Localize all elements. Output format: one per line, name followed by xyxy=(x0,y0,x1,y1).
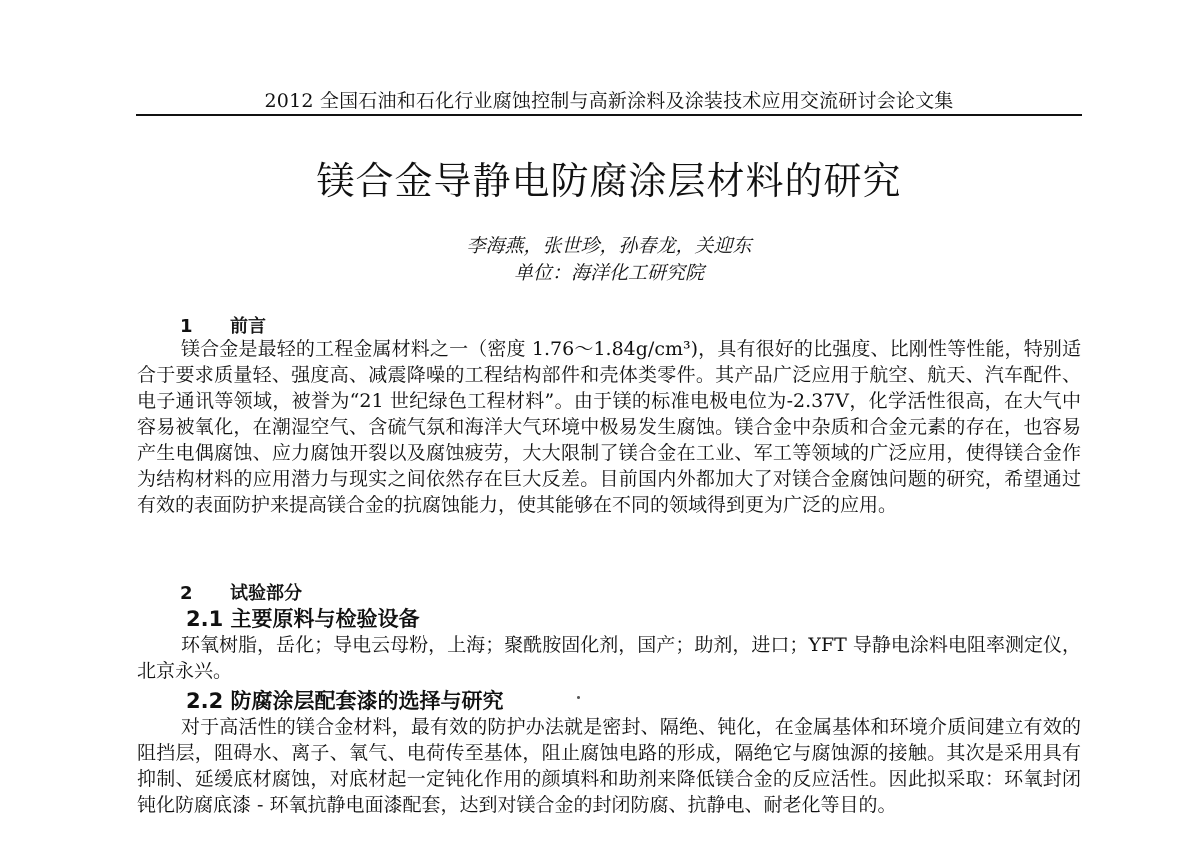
subsection-2-1-paragraph xyxy=(137,632,1081,684)
section-number: 1 xyxy=(180,316,193,337)
affiliation: 单位：海洋化工研究院 xyxy=(513,262,704,284)
subsection-heading-2-1: 2.1 主要原料与检验设备 xyxy=(186,607,420,631)
header-rule xyxy=(136,114,1082,116)
author-list: 李海燕，张世珍，孙春龙，关迎东 xyxy=(466,235,752,257)
section-heading-2 xyxy=(180,579,302,605)
scan-speck xyxy=(577,696,580,699)
subsection-2-2-paragraph xyxy=(137,714,1081,818)
section-title: 前言 xyxy=(230,316,266,337)
section-title: 试验部分 xyxy=(230,583,302,604)
subsection-heading-2-2: 2.2 防腐涂层配套漆的选择与研究 xyxy=(186,689,504,713)
section-1-paragraph xyxy=(137,336,1081,518)
paragraph-text: 环氧树脂，岳化；导电云母粉，上海；聚酰胺固化剂，国产；助剂，进口；YFT 导静电涂料电阻率测定仪，北京永兴。 xyxy=(137,634,1081,682)
paper-title: 镁合金导静电防腐涂层材料的研究 xyxy=(316,159,902,203)
running-header: 2012 全国石油和石化行业腐蚀控制与高新涂料及涂装技术应用交流研讨会论文集 xyxy=(264,90,954,112)
paragraph-text: 对于高活性的镁合金材料，最有效的防护办法就是密封、隔绝、钝化，在金属基体和环境介质间建立有效的阻挡层，阻碍水、离子、氧气、电荷传至基体，阻止腐蚀电路的形成，隔绝它与腐蚀源的接触。其次是采用具有抑制、延缓底材腐蚀，对底材起一定钝化作用的颜填料和助剂来降低镁合金的反应活性。因此拟采取：环氧封闭钝化防腐底漆 - 环氧抗静电面漆配套，达到对镁合金的封闭防腐、抗静电、耐老化等目的。 xyxy=(137,716,1081,816)
paragraph-text: 镁合金是最轻的工程金属材料之一（密度 1.76～1.84g/cm³)，具有很好的比强度、比刚性等性能，特别适合于要求质量轻、强度高、减震降噪的工程结构部件和壳体类零件。其产品广泛应用于航空、航天、汽车配件、电子通讯等领域，被誉为“21 世纪绿色工程材料”。由于镁的标准电极电位为-2.37V，化学活性很高，在大气中容易被氧化，在潮湿空气、含硫气氛和海洋大气环境中极易发生腐蚀。镁合金中杂质和合金元素的存在，也容易产生电偶腐蚀、应力腐蚀开裂以及腐蚀疲劳，大大限制了镁合金在工业、军工等领域的广泛应用，使得镁合金作为结构材料的应用潜力与现实之间依然存在巨大反差。目前国内外都加大了对镁合金腐蚀问题的研究，希望通过有效的表面防护来提高镁合金的抗腐蚀能力，使其能够在不同的领域得到更为广泛的应用。 xyxy=(137,338,1081,516)
section-number: 2 xyxy=(180,583,193,604)
section-heading-1 xyxy=(180,312,266,338)
